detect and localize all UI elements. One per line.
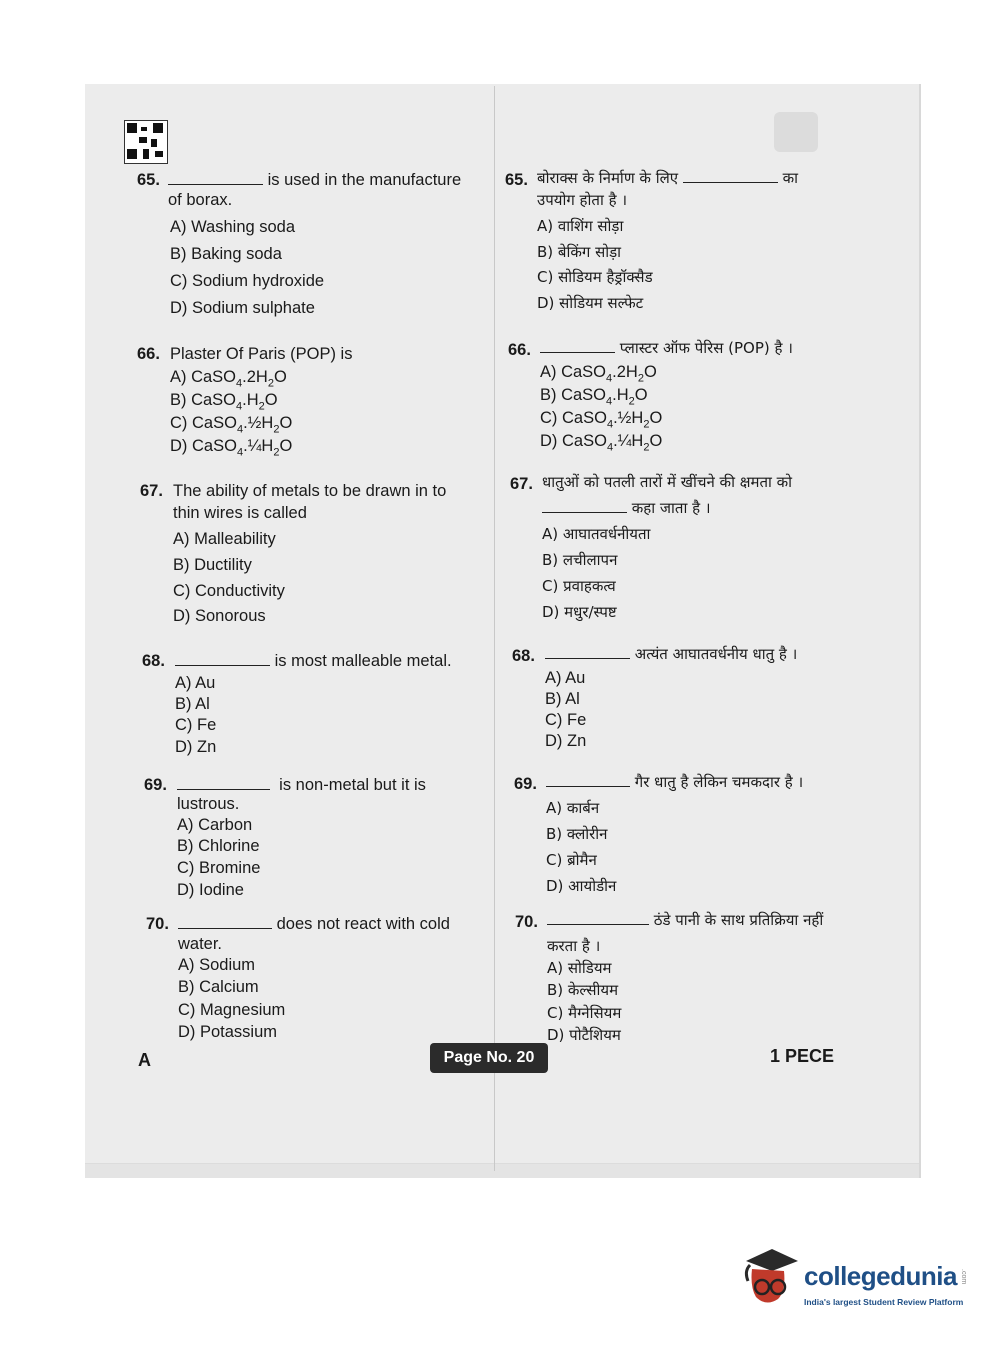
question-number: 69.	[144, 776, 167, 794]
option: D) Potassium	[178, 1023, 278, 1041]
option: A) आघातवर्धनीयता	[542, 525, 651, 543]
question-text: ठंडे पानी के साथ प्रतिक्रिया नहीं	[547, 910, 823, 930]
question-number: 70.	[515, 913, 538, 931]
option: B) $CaSO_4.H_2O$	[540, 386, 648, 408]
question-number: 70.	[146, 915, 169, 933]
option: B) Chlorine	[177, 837, 260, 855]
stamp-icon	[774, 112, 818, 152]
brand-domain: .com	[960, 1269, 967, 1285]
question-text: धातुओं को पतली तारों में खींचने की क्षमता को	[542, 473, 793, 491]
option: B) Ductility	[173, 556, 252, 574]
question-number: 67.	[510, 475, 533, 493]
option: D) Zn	[545, 732, 587, 750]
option: B) बेकिंग सोड़ा	[537, 243, 622, 261]
option: B) लचीलापन	[542, 551, 618, 569]
question-text: lustrous.	[177, 795, 240, 813]
option: B) Al	[545, 690, 580, 708]
option: C) Fe	[545, 711, 587, 729]
question-number: 65.	[505, 171, 528, 189]
question-text: गैर धातु है लेकिन चमकदार है ।	[546, 772, 803, 792]
question-text: Plaster Of Paris (POP) is	[170, 345, 353, 363]
option: D) $CaSO_4.\frac{1}{4}H_2O$	[170, 437, 293, 459]
option: C) Bromine	[177, 859, 261, 877]
mascot-icon	[742, 1247, 800, 1313]
option: A) Sodium	[178, 956, 256, 974]
option: C) $CaSO_4.\frac{1}{2}H_2O$	[170, 414, 293, 436]
option: A) कार्बन	[546, 799, 600, 817]
question-set-label: A	[138, 1050, 151, 1070]
question-text: of borax.	[168, 191, 233, 209]
question-text: कहा जाता है ।	[542, 498, 711, 518]
option: C) ब्रोमैन	[546, 851, 597, 869]
question-text: water.	[178, 935, 223, 953]
option: C) प्रवाहकत्व	[542, 577, 616, 595]
option: B) Baking soda	[170, 245, 282, 263]
option: A) $CaSO_4.2H_2O$	[170, 368, 287, 390]
brand-tagline: India's largest Student Review Platform	[804, 1297, 964, 1307]
option: B) क्लोरीन	[546, 825, 608, 843]
option: A) Malleability	[173, 530, 276, 548]
option: B) $CaSO_4.H_2O$	[170, 391, 278, 413]
question-number: 68.	[142, 652, 165, 670]
option: A) Au	[175, 674, 216, 692]
option: D) Sonorous	[173, 607, 266, 625]
option: D) Zn	[175, 738, 217, 756]
option: C) सोडियम हैड्रॉक्सैड	[537, 268, 653, 286]
option: D) आयोडीन	[546, 877, 617, 895]
option: C) $CaSO_4.\frac{1}{2}H_2O$	[540, 409, 663, 431]
option: D) Sodium sulphate	[170, 299, 315, 317]
question-text: is used in the manufacture	[168, 170, 461, 190]
option: A) Washing soda	[170, 218, 296, 236]
option: A) $CaSO_4.2H_2O$	[540, 363, 657, 385]
question-text: अत्यंत आघातवर्धनीय धातु है ।	[545, 644, 797, 664]
question-number: 66.	[137, 345, 160, 363]
option: D) पोटैशियम	[547, 1026, 621, 1044]
option: C) Conductivity	[173, 582, 285, 600]
option: B) Al	[175, 695, 210, 713]
option: C) Magnesium	[178, 1001, 286, 1019]
question-number: 68.	[512, 647, 535, 665]
option: D) मधुर/स्पष्ट	[542, 603, 617, 621]
question-text: करता है ।	[547, 937, 601, 955]
page-number-badge: Page No. 20	[430, 1043, 548, 1073]
question-text: is non-metal but it is	[177, 775, 426, 795]
qr-code-icon	[124, 120, 168, 164]
question-number: 69.	[514, 775, 537, 793]
question-text: बोराक्स के निर्माण के लिए का	[537, 169, 799, 187]
option: C) Fe	[175, 716, 217, 734]
option: B) केल्सीयम	[547, 981, 619, 999]
exam-code: 1 PECE	[770, 1046, 835, 1066]
column-divider	[494, 86, 495, 1171]
brand-name: collegedunia	[804, 1261, 957, 1291]
question-text: thin wires is called	[173, 504, 307, 522]
option: B) Calcium	[178, 978, 259, 996]
option: A) वाशिंग सोड़ा	[537, 217, 624, 235]
question-number: 66.	[508, 341, 531, 359]
option: A) Carbon	[177, 816, 253, 834]
question-text: does not react with cold	[178, 914, 450, 934]
question-text: is most malleable metal.	[175, 651, 452, 671]
question-text: The ability of metals to be drawn in to	[173, 482, 447, 500]
question-number: 65.	[137, 171, 160, 189]
option: C) मैग्नेसियम	[547, 1004, 622, 1022]
option: C) Sodium hydroxide	[170, 272, 325, 290]
option: D) $CaSO_4.\frac{1}{4}H_2O$	[540, 432, 663, 454]
option: D) Iodine	[177, 881, 244, 899]
option: D) सोडियम सल्फेट	[537, 294, 644, 312]
question-text: प्लास्टर ऑफ पेरिस (POP) है ।	[540, 338, 793, 358]
option: A) सोडियम	[547, 959, 612, 977]
question-number: 67.	[140, 482, 163, 500]
question-text: उपयोग होता है ।	[537, 191, 628, 209]
option: A) Au	[545, 669, 586, 687]
collegedunia-logo	[742, 1247, 972, 1317]
